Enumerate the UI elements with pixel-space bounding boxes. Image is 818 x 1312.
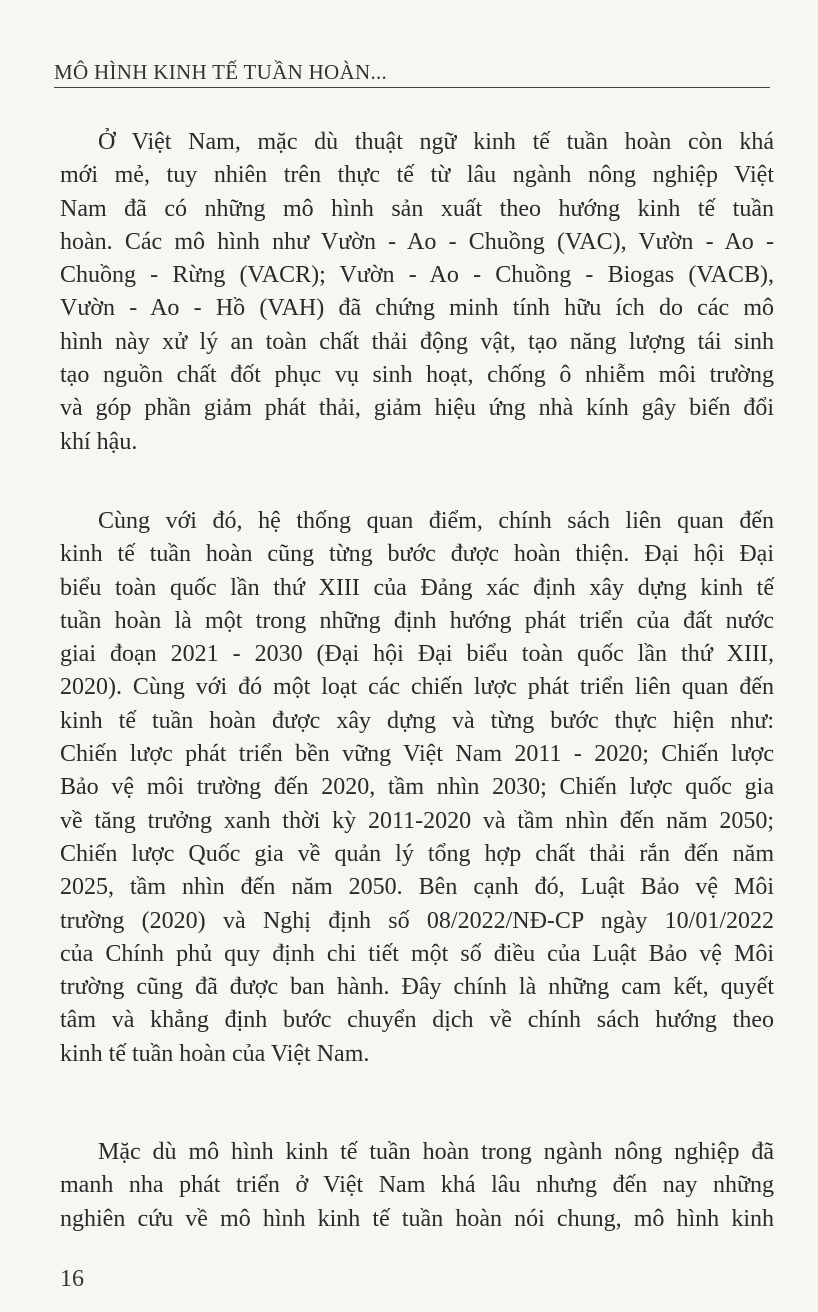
text-line: và góp phần giảm phát thải, giảm hiệu ứng nhà kính gây biến đổi — [60, 395, 774, 422]
text-line: Bảo vệ môi trường đến 2020, tầm nhìn 2030; Chiến lược quốc gia — [60, 774, 774, 801]
text-line: manh nha phát triển ở Việt Nam khá lâu nhưng đến nay những — [60, 1172, 774, 1199]
header-rule — [54, 87, 770, 88]
text-line: biểu toàn quốc lần thứ XIII của Đảng xác định xây dựng kinh tế — [60, 574, 774, 601]
paragraph-1 — [60, 126, 774, 459]
text-line: Cùng với đó, hệ thống quan điểm, chính sách liên quan đến — [98, 508, 774, 534]
text-line: kinh tế tuần hoàn được xây dựng và từng bước thực hiện như: — [60, 707, 774, 734]
text-line: trường (2020) và Nghị định số 08/2022/NĐ-CP ngày 10/01/2022 — [60, 907, 774, 934]
paragraph-3 — [60, 1136, 774, 1236]
text-line: mới mẻ, tuy nhiên trên thực tế từ lâu ngành nông nghiệp Việt — [60, 162, 774, 189]
text-line: tâm và khẳng định bước chuyển dịch về chính sách hướng theo — [60, 1007, 774, 1034]
paragraph-2 — [60, 505, 774, 1071]
text-line: Chiến lược phát triển bền vững Việt Nam 2011 - 2020; Chiến lược — [60, 741, 774, 768]
text-line: giai đoạn 2021 - 2030 (Đại hội Đại biểu toàn quốc lần thứ XIII, — [60, 641, 774, 668]
text-line: Chuồng - Rừng (VACR); Vườn - Ao - Chuồng - Biogas (VACB), — [60, 262, 774, 289]
text-line: 2025, tầm nhìn đến năm 2050. Bên cạnh đó, Luật Bảo vệ Môi — [60, 874, 774, 901]
text-line: tạo nguồn chất đốt phục vụ sinh hoạt, chống ô nhiễm môi trường — [60, 362, 774, 389]
text-line: Chiến lược Quốc gia về quản lý tổng hợp chất thải rắn đến năm — [60, 840, 774, 867]
text-line: Mặc dù mô hình kinh tế tuần hoàn trong ngành nông nghiệp đã — [98, 1139, 774, 1165]
text-line: hoàn. Các mô hình như Vườn - Ao - Chuồng (VAC), Vườn - Ao - — [60, 228, 774, 255]
text-line: trường cũng đã được ban hành. Đây chính là những cam kết, quyết — [60, 974, 774, 1001]
text-line: khí hậu. — [60, 428, 138, 455]
text-line: Ở Việt Nam, mặc dù thuật ngữ kinh tế tuần hoàn còn khá — [98, 129, 774, 155]
running-header: MÔ HÌNH KINH TẾ TUẦN HOÀN... — [54, 60, 388, 84]
text-line: kinh tế tuần hoàn của Việt Nam. — [60, 1040, 370, 1067]
text-line: của Chính phủ quy định chi tiết một số điều của Luật Bảo vệ Môi — [60, 940, 774, 967]
text-line: nghiên cứu về mô hình kinh tế tuần hoàn nói chung, mô hình kinh — [60, 1205, 774, 1232]
page-number: 16 — [60, 1266, 84, 1292]
text-line: về tăng trưởng xanh thời kỳ 2011-2020 và tầm nhìn đến năm 2050; — [60, 807, 774, 834]
text-line: 2020). Cùng với đó một loạt các chiến lược phát triển liên quan đến — [60, 674, 774, 701]
text-line: Nam đã có những mô hình sản xuất theo hướng kinh tế tuần — [60, 195, 774, 222]
text-line: tuần hoàn là một trong những định hướng phát triển của đất nước — [60, 607, 774, 634]
text-line: hình này xử lý an toàn chất thải động vật, tạo năng lượng tái sinh — [60, 328, 774, 355]
text-line: Vườn - Ao - Hồ (VAH) đã chứng minh tính hữu ích do các mô — [60, 295, 774, 322]
text-line: kinh tế tuần hoàn cũng từng bước được hoàn thiện. Đại hội Đại — [60, 541, 774, 568]
